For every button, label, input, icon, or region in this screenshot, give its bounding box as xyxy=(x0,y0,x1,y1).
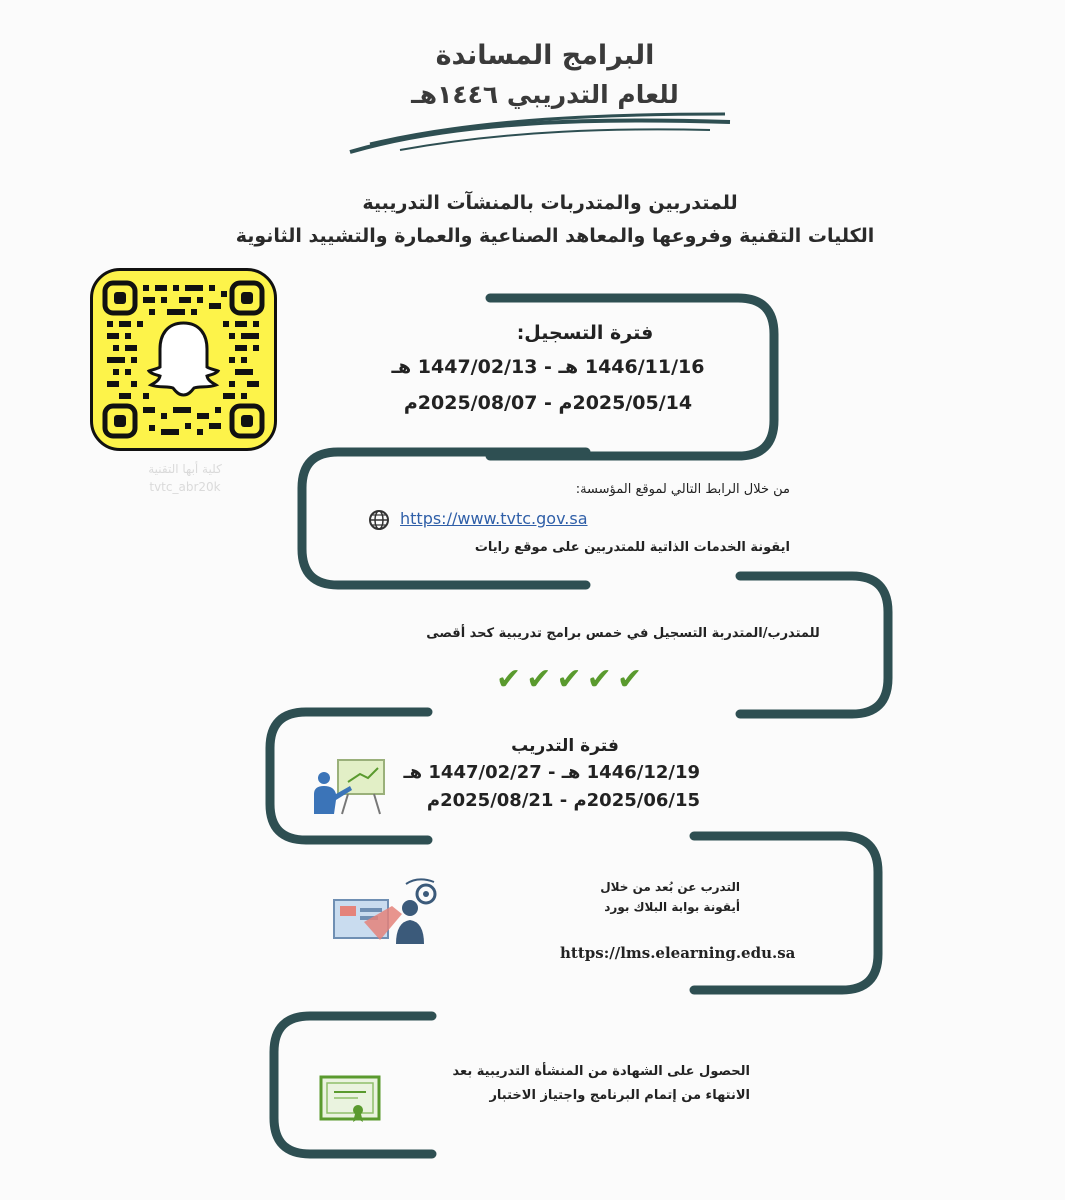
check-icon: ✔ xyxy=(586,662,612,697)
page-subtitle-year: للعام التدريبي ١٤٤٦هـ xyxy=(411,80,679,109)
registration-heading: فترة التسجيل: xyxy=(516,322,654,344)
website-intro: من خلال الرابط التالي لموقع المؤسسة: xyxy=(575,482,790,497)
snapcode-username: tvtc_abr20k xyxy=(149,480,221,494)
certificate-line2: الانتهاء من إتمام البرنامج واجتياز الاختبار xyxy=(489,1088,750,1103)
presenter-icon xyxy=(310,756,390,818)
audience-line: للمتدربين والمتدربات بالمنشآت التدريبية xyxy=(362,192,738,214)
training-heading: فترة التدريب xyxy=(511,736,619,756)
certificate-icon xyxy=(318,1074,382,1124)
snapcode-caption: كلية أبها التقنية xyxy=(148,462,222,476)
qr-code-icon xyxy=(93,271,274,448)
check-icon: ✔ xyxy=(496,662,522,697)
limit-text: للمتدرب/المتدربة التسجيل في خمس برامج تدريبية كحد أقصى xyxy=(426,626,820,641)
checkmarks xyxy=(496,662,642,697)
training-hijri: 1446/12/19 هـ - 1447/02/27 هـ xyxy=(403,762,700,783)
check-icon: ✔ xyxy=(526,662,552,697)
elearning-icon xyxy=(330,874,442,950)
check-icon: ✔ xyxy=(556,662,582,697)
check-icon: ✔ xyxy=(616,662,643,697)
snapcode[interactable] xyxy=(90,268,277,451)
remote-line1: التدرب عن بُعد من خلال xyxy=(600,880,740,894)
decorative-swash xyxy=(340,100,740,160)
certificate-line1: الحصول على الشهادة من المنشأة التدريبية بعد xyxy=(452,1064,750,1079)
globe-icon xyxy=(368,509,390,531)
page-title: البرامج المساندة xyxy=(435,40,655,71)
remote-line2: أيقونة بوابة البلاك بورد xyxy=(604,900,740,914)
blackboard-link[interactable]: https://lms.elearning.edu.sa xyxy=(560,944,796,962)
website-note: ايقونة الخدمات الذاتية للمتدربين على موقع رايات xyxy=(474,540,790,555)
registration-hijri: 1446/11/16 هـ - 1447/02/13 هـ xyxy=(391,356,705,378)
tvtc-link[interactable]: https://www.tvtc.gov.sa xyxy=(400,509,588,528)
training-gregorian: 2025/06/15م - 2025/08/21م xyxy=(426,790,700,811)
institutions-line: الكليات التقنية وفروعها والمعاهد الصناعية والعمارة والتشييد الثانوية xyxy=(235,225,875,247)
registration-gregorian: 2025/05/14م - 2025/08/07م xyxy=(403,392,693,414)
